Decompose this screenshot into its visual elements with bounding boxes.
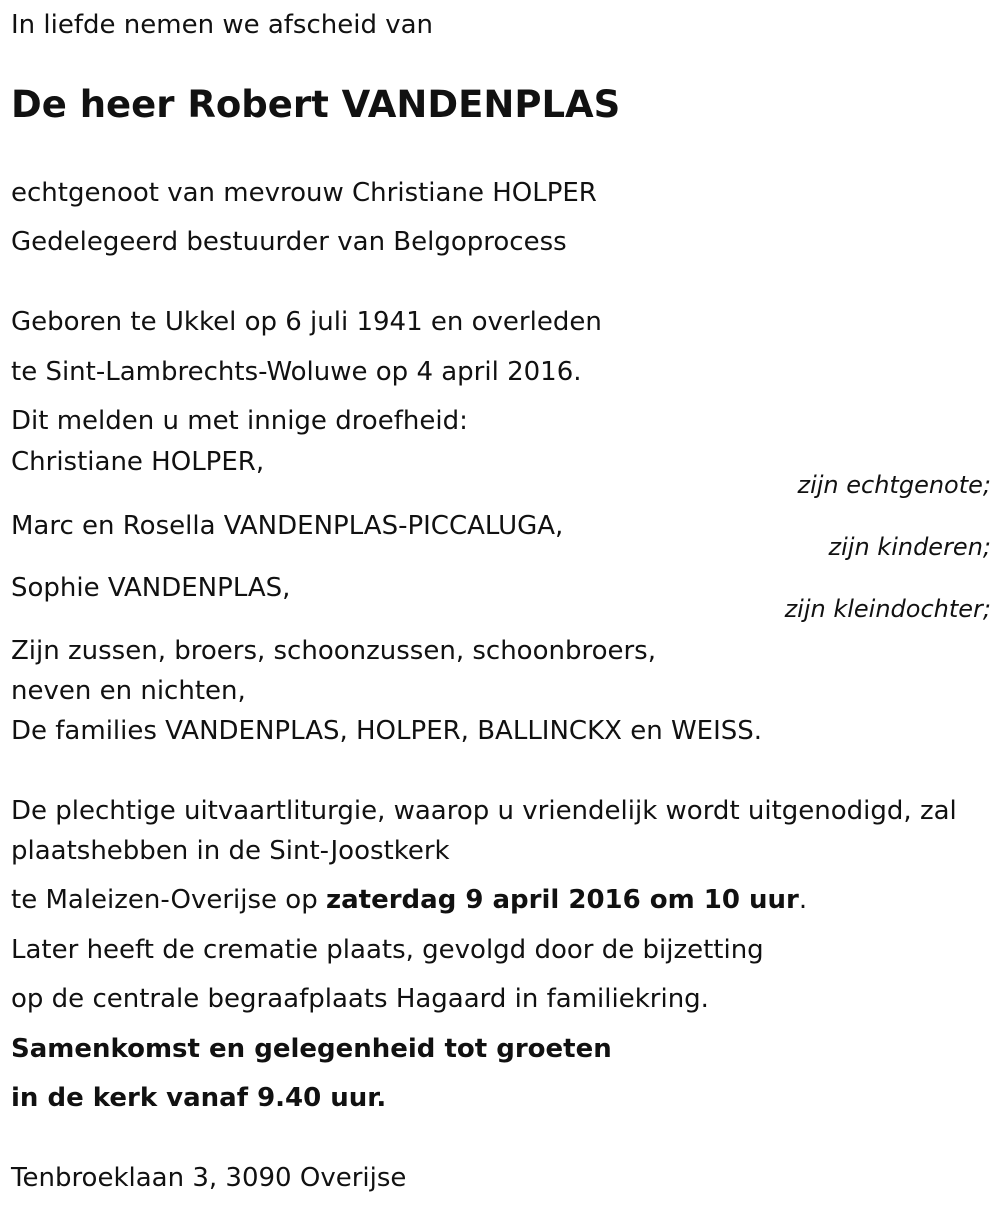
liturgy-line-3	[11, 883, 807, 917]
gathering-line-2: in de kerk vanaf 9.40 uur.	[11, 1083, 387, 1113]
mourner-name: Sophie VANDENPLAS,	[11, 573, 291, 603]
birth-line-1: Geboren te Ukkel op 6 juli 1941 en overleden	[11, 307, 602, 337]
family-line: Zijn zussen, broers, schoonzussen, schoonbroers,	[11, 636, 656, 666]
intro-text: In liefde nemen we afscheid van	[11, 10, 434, 40]
mourner-relation: zijn echtgenote;	[797, 471, 991, 499]
mourner-relation: zijn kinderen;	[828, 533, 991, 561]
cremation-line-2: op de centrale begraafplaats Hagaard in familiekring.	[11, 984, 709, 1014]
deceased-name: De heer Robert VANDENPLAS	[11, 83, 621, 126]
liturgy-suffix: .	[798, 885, 808, 915]
liturgy-line-1: De plechtige uitvaartliturgie, waarop u vriendelijk wordt uitgenodigd, zal	[11, 796, 957, 826]
spouse-line: echtgenoot van mevrouw Christiane HOLPER	[11, 178, 597, 208]
function-line: Gedelegeerd bestuurder van Belgoprocess	[11, 227, 567, 257]
liturgy-line-2: plaatshebben in de Sint-Joostkerk	[11, 836, 450, 866]
announcement-line: Dit melden u met innige droefheid:	[11, 406, 468, 436]
birth-line-2: te Sint-Lambrechts-Woluwe op 4 april 2016.	[11, 357, 582, 387]
cremation-line-1: Later heeft de crematie plaats, gevolgd door de bijzetting	[11, 935, 764, 965]
mourner-name: Marc en Rosella VANDENPLAS-PICCALUGA,	[11, 511, 564, 541]
mourner-relation: zijn kleindochter;	[784, 595, 991, 623]
address-line: Tenbroeklaan 3, 3090 Overijse	[11, 1163, 407, 1193]
family-line: neven en nichten,	[11, 676, 246, 706]
family-line: De families VANDENPLAS, HOLPER, BALLINCKX en WEISS.	[11, 716, 763, 746]
gathering-line-1: Samenkomst en gelegenheid tot groeten	[11, 1034, 612, 1064]
liturgy-date-time: zaterdag 9 april 2016 om 10 uur	[325, 885, 799, 915]
liturgy-prefix: te Maleizen-Overijse op	[11, 885, 326, 915]
mourner-name: Christiane HOLPER,	[11, 447, 265, 477]
